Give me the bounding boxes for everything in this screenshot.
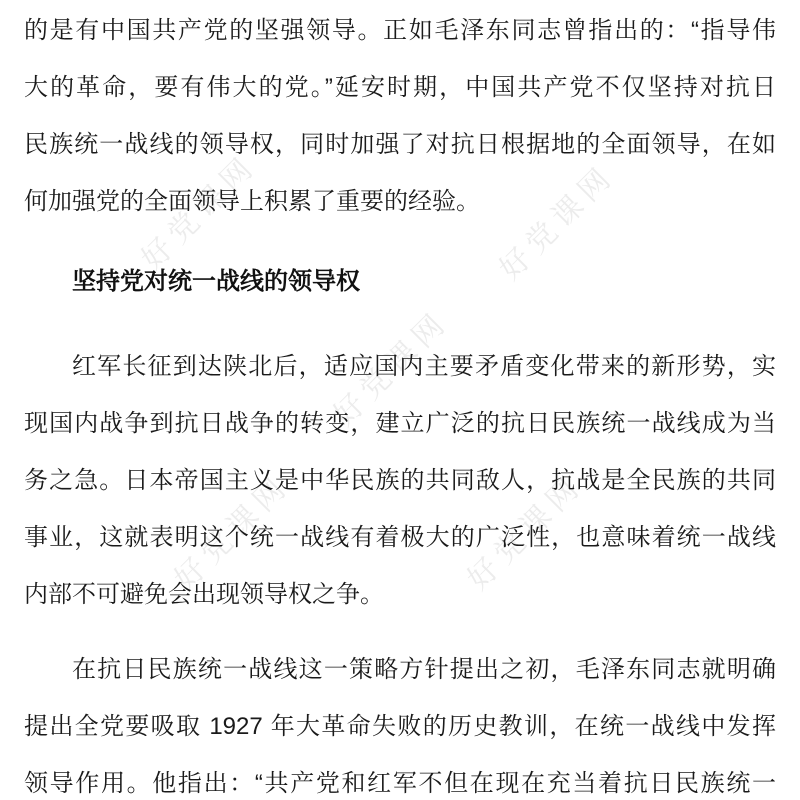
watermark-text: 好党课网: [168, 468, 297, 597]
text-line: 现国内战争到抗日战争的转变，建立广泛的抗日民族统一战线成为当: [24, 410, 776, 437]
text-line: 事业，这就表明这个统一战线有着极大的广泛性，也意味着统一战线: [24, 524, 776, 551]
watermark-text: 好党课网: [327, 304, 456, 433]
text-line: 领导作用。他指出：“共产党和红军不但在现在充当着抗日民族统一: [24, 770, 776, 797]
watermark-text: 好党课网: [493, 158, 622, 287]
text-line: 务之急。日本帝国主义是中华民族的共同敌人，抗战是全民族的共同: [24, 467, 776, 494]
paragraph: [24, 641, 776, 800]
section-heading: 坚持党对统一战线的领导权: [72, 268, 360, 295]
watermark-text: 好党课网: [135, 148, 264, 277]
text-line: 的是有中国共产党的坚强领导。正如毛泽东同志曾指出的：“指导伟: [24, 17, 776, 44]
text-line: 大的革命，要有伟大的党。”延安时期，中国共产党不仅坚持对抗日: [24, 74, 776, 101]
text-line: 在抗日民族统一战线这一策略方针提出之初，毛泽东同志就明确: [72, 656, 776, 683]
paragraph: [24, 338, 776, 623]
text-line: 民族统一战线的领导权，同时加强了对抗日根据地的全面领导，在如: [24, 131, 776, 158]
text-line: 提出全党要吸取 1927 年大革命失败的历史教训，在统一战线中发挥: [24, 713, 776, 740]
text-line: 红军长征到达陕北后，适应国内主要矛盾变化带来的新形势，实: [72, 353, 776, 380]
text-line: 内部不可避免会出现领导权之争。: [24, 581, 384, 608]
paragraph: [24, 2, 776, 230]
watermark-text: 好党课网: [461, 468, 590, 597]
text-line: 何加强党的全面领导上积累了重要的经验。: [24, 188, 480, 215]
